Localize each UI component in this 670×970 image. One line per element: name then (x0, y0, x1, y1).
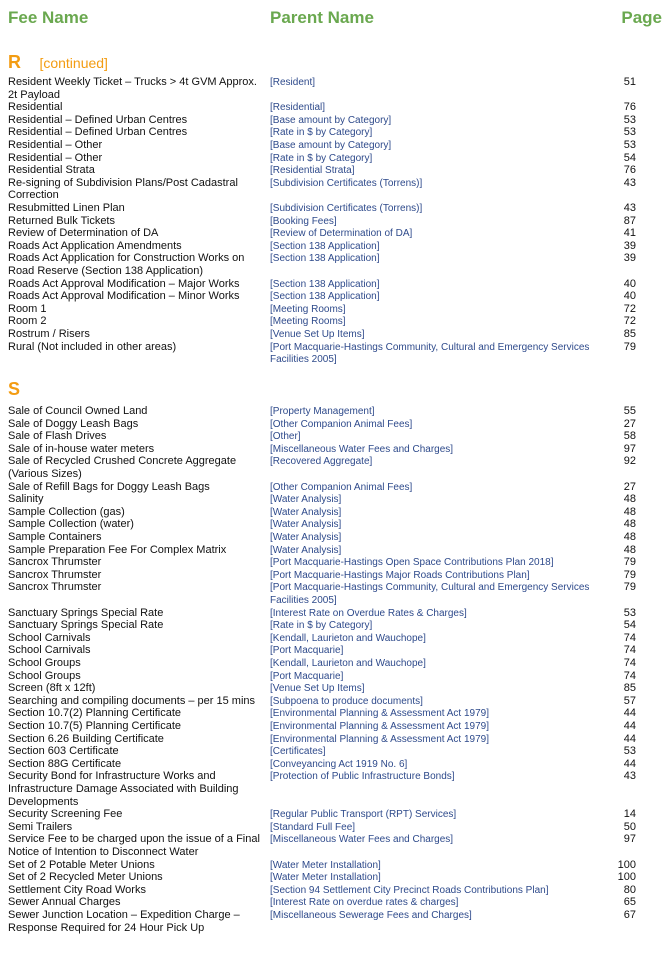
fee-name: Sale of in-house water meters (8, 442, 155, 455)
page-number: 48 (623, 543, 636, 556)
page-number: 79 (623, 556, 636, 569)
fee-name-header: Fee Name (8, 8, 89, 27)
fee-name: Section 10.7(2) Planning Certificate (8, 707, 182, 720)
table-row (8, 240, 636, 253)
table-row (8, 340, 636, 366)
parent-name: [Standard Full Fee] (270, 821, 356, 833)
table-row (8, 733, 636, 746)
fee-name: Returned Bulk Tickets (8, 214, 115, 227)
table-row (8, 455, 636, 480)
page-number: 76 (623, 164, 636, 177)
page-number: 74 (623, 631, 636, 644)
table-row (8, 745, 636, 758)
page-number: 51 (623, 76, 636, 88)
table-row (8, 896, 636, 909)
table-row (8, 139, 636, 152)
page-number: 76 (623, 101, 636, 114)
table-row (8, 833, 636, 858)
fee-name: Set of 2 Recycled Meter Unions (8, 871, 163, 884)
parent-name: [Subdivision Certificates (Torrens)] (270, 203, 423, 214)
fee-name: Residential – Defined Urban Centres (8, 126, 188, 139)
parent-name: [Meeting Rooms] (270, 316, 346, 328)
page-number: 39 (623, 239, 636, 252)
page-number: 27 (623, 480, 636, 493)
page-number: 85 (623, 682, 636, 695)
page-number: 41 (623, 227, 636, 240)
fee-name: Sewer Junction Location – Expedition Charge – Response Required for 24 Hour Pick Up (8, 909, 240, 934)
parent-name: [Port Macquarie] (270, 645, 344, 657)
page-number: 43 (623, 202, 636, 214)
page-number: 57 (623, 694, 636, 707)
fee-name: Re-signing of Subdivision Plans/Post Cadastral Correction (8, 176, 238, 202)
table-row (8, 202, 636, 215)
fee-name: Residential – Other (8, 151, 103, 164)
table-row (8, 871, 636, 884)
fee-name: School Carnivals (8, 644, 91, 657)
parent-name: [Property Management] (270, 406, 375, 417)
parent-name: [Other Companion Animal Fees] (270, 418, 413, 430)
table-row (8, 418, 636, 431)
fee-name: Residential Strata (8, 164, 95, 177)
parent-name: [Section 138 Application] (270, 240, 380, 252)
table-row (8, 405, 636, 418)
table-row (8, 176, 636, 202)
page-number: 79 (623, 581, 636, 594)
fee-name: Section 6.26 Building Certificate (8, 732, 164, 745)
page-number: 39 (623, 252, 636, 265)
table-row (8, 290, 636, 303)
parent-name: [Subpoena to produce documents] (270, 695, 423, 707)
fee-name: Sancrox Thrumster (8, 556, 102, 569)
table-row (8, 126, 636, 139)
fee-name: Residential – Defined Urban Centres (8, 113, 188, 126)
fee-name: Screen (8ft x 12ft) (8, 682, 96, 695)
parent-name: [Other Companion Animal Fees] (270, 481, 413, 493)
fee-name: Rostrum / Risers (8, 328, 90, 340)
parent-name: [Environmental Planning & Assessment Act 1979] (270, 708, 490, 720)
table-row (8, 328, 636, 341)
parent-name: [Water Meter Installation] (270, 872, 381, 884)
page-number: 44 (623, 732, 636, 745)
parent-name: [Interest Rate on overdue rates & charges] (270, 897, 459, 909)
page-number: 40 (623, 290, 636, 303)
fee-name: Sancrox Thrumster (8, 581, 102, 594)
parent-name: [Meeting Rooms] (270, 303, 346, 315)
parent-name: [Port Macquarie-Hastings Community, Cultural and Emergency Services Facilities 2005] (270, 582, 590, 606)
page-number: 43 (623, 770, 636, 783)
fee-name: Sale of Flash Drives (8, 430, 107, 443)
page-number: 92 (623, 455, 636, 468)
table-row (8, 569, 636, 582)
page-number: 97 (623, 833, 636, 846)
table-row (8, 556, 636, 569)
parent-name: [Water Analysis] (270, 494, 342, 506)
parent-name: [Miscellaneous Sewerage Fees and Charges] (270, 910, 472, 921)
table-row (8, 808, 636, 821)
page-number: 74 (623, 657, 636, 669)
fee-name: Sample Collection (gas) (8, 505, 125, 518)
table-row (8, 252, 636, 277)
parent-name: [Rate in $ by Category] (270, 152, 373, 164)
fee-name: Section 603 Certificate (8, 745, 119, 758)
page-header: Page (621, 8, 662, 27)
fee-name: Rural (Not included in other areas) (8, 340, 177, 353)
fee-name: Sanctuary Springs Special Rate (8, 606, 164, 619)
section-s-heading (8, 379, 20, 400)
parent-name: [Base amount by Category] (270, 114, 392, 126)
parent-name: [Kendall, Laurieton and Wauchope] (270, 632, 426, 644)
parent-name: [Port Macquarie-Hastings Major Roads Contributions Plan] (270, 569, 530, 581)
fee-name: Room 2 (8, 315, 47, 328)
parent-name: [Review of Determination of DA] (270, 228, 413, 240)
page-number: 79 (623, 568, 636, 581)
page-number: 48 (623, 518, 636, 531)
page-number: 50 (623, 820, 636, 833)
page-number: 48 (623, 531, 636, 543)
table-row (8, 607, 636, 620)
fee-name: Sale of Doggy Leash Bags (8, 417, 139, 430)
page-number: 44 (623, 707, 636, 720)
fee-name: Settlement City Road Works (8, 883, 146, 896)
page-number: 14 (623, 808, 636, 821)
table-row (8, 720, 636, 733)
fee-name: School Carnivals (8, 631, 91, 644)
fee-name: Sale of Refill Bags for Doggy Leash Bags (8, 480, 210, 493)
fee-name: Sewer Annual Charges (8, 896, 121, 909)
parent-name: [Section 94 Settlement City Precinct Roads Contributions Plan] (270, 884, 549, 896)
table-row (8, 493, 636, 506)
parent-name: [Other] (270, 431, 301, 443)
parent-name: [Rate in $ by Category] (270, 620, 373, 632)
section-continued: [continued] (39, 55, 108, 71)
parent-name: [Rate in $ by Category] (270, 127, 373, 139)
parent-name: [Kendall, Laurieton and Wauchope] (270, 658, 426, 669)
page-number: 48 (623, 493, 636, 506)
table-row (8, 657, 636, 670)
table-row (8, 430, 636, 443)
fee-name: Room 1 (8, 302, 47, 315)
fee-name: Sanctuary Springs Special Rate (8, 619, 164, 632)
fee-name: Roads Act Approval Modification – Major Works (8, 277, 240, 290)
fee-name: Security Screening Fee (8, 808, 123, 821)
table-row (8, 859, 636, 872)
parent-name: [Environmental Planning & Assessment Act 1979] (270, 721, 490, 732)
fee-name: Residential – Other (8, 139, 103, 151)
parent-name: [Port Macquarie-Hastings Open Space Contributions Plan 2018] (270, 557, 554, 569)
parent-name: [Venue Set Up Items] (270, 329, 365, 340)
page-number: 53 (623, 126, 636, 139)
fee-name: Sale of Council Owned Land (8, 405, 148, 417)
fee-name: Service Fee to be charged upon the issue of a Final Notice of Intention to Disconnect Water (8, 833, 260, 858)
parent-name: [Booking Fees] (270, 215, 337, 227)
table-row (8, 101, 636, 114)
fee-name: Roads Act Approval Modification – Minor Works (8, 290, 240, 303)
parent-name: [Conveyancing Act 1919 No. 6] (270, 758, 408, 770)
page-number: 27 (623, 417, 636, 430)
page-number: 74 (623, 644, 636, 657)
table-row (8, 152, 636, 165)
fee-name: Set of 2 Potable Meter Unions (8, 858, 155, 871)
fee-name: Resident Weekly Ticket – Trucks > 4t GVM Approx. 2t Payload (8, 76, 257, 101)
table-row (8, 544, 636, 557)
parent-name: [Port Macquarie-Hastings Community, Cultural and Emergency Services Facilities 2005] (270, 341, 590, 366)
parent-name: [Water Analysis] (270, 519, 342, 531)
table-row (8, 695, 636, 708)
table-row (8, 770, 636, 808)
page-number: 58 (623, 430, 636, 443)
fee-name: Roads Act Application Amendments (8, 239, 182, 252)
parent-name: [Recovered Aggregate] (270, 456, 373, 468)
parent-name: [Water Analysis] (270, 532, 342, 543)
parent-name: [Regular Public Transport (RPT) Services] (270, 809, 457, 821)
page-number: 72 (623, 302, 636, 315)
fee-name: Sample Collection (water) (8, 518, 134, 531)
parent-name: [Subdivision Certificates (Torrens)] (270, 177, 423, 189)
page-number: 72 (623, 315, 636, 328)
fee-name: Section 10.7(5) Planning Certificate (8, 720, 182, 732)
fee-name: Roads Act Application for Construction Works on Road Reserve (Section 138 Application) (8, 252, 245, 277)
parent-name: [Port Macquarie] (270, 670, 344, 682)
table-row (8, 821, 636, 834)
fee-name: Resubmitted Linen Plan (8, 202, 125, 214)
table-row (8, 315, 636, 328)
parent-name: [Environmental Planning & Assessment Act 1979] (270, 733, 490, 745)
page-number: 48 (623, 505, 636, 518)
fee-name: Residential (8, 101, 63, 114)
table-row (8, 707, 636, 720)
table-row (8, 227, 636, 240)
page-number: 74 (623, 669, 636, 682)
page-number: 43 (623, 176, 636, 189)
table-row (8, 114, 636, 127)
table-row (8, 682, 636, 695)
page-number: 54 (623, 619, 636, 632)
page-number: 44 (623, 720, 636, 732)
page-number: 40 (623, 277, 636, 290)
table-row (8, 303, 636, 316)
parent-name: [Base amount by Category] (270, 140, 392, 151)
page-number: 54 (623, 151, 636, 164)
fee-name: Semi Trailers (8, 820, 73, 833)
parent-name: [Residential Strata] (270, 165, 355, 177)
table-row (8, 76, 636, 101)
page-number: 53 (623, 606, 636, 619)
parent-name-header: Parent Name (270, 8, 374, 27)
table-row (8, 758, 636, 771)
parent-name: [Resident] (270, 77, 316, 88)
fee-name: School Groups (8, 657, 81, 669)
table-row (8, 531, 636, 544)
parent-name: [Section 138 Application] (270, 278, 380, 290)
parent-name: [Certificates] (270, 746, 326, 758)
page-number: 79 (623, 340, 636, 353)
page-number: 53 (623, 745, 636, 758)
parent-name: [Water Analysis] (270, 506, 342, 518)
parent-name: [Water Analysis] (270, 544, 342, 556)
page-number: 67 (623, 909, 636, 921)
section-letter: S (8, 379, 21, 399)
table-row (8, 581, 636, 606)
fee-name: School Groups (8, 669, 81, 682)
page-number: 80 (623, 883, 636, 896)
page-number: 55 (623, 405, 636, 417)
page-number: 87 (623, 214, 636, 227)
fee-name: Sancrox Thrumster (8, 568, 102, 581)
table-row (8, 215, 636, 228)
page-number: 53 (623, 113, 636, 126)
table-row (8, 670, 636, 683)
fee-name: Sample Containers (8, 531, 102, 543)
table-row (8, 632, 636, 645)
fee-name: Salinity (8, 493, 44, 506)
page-number: 100 (617, 871, 636, 884)
fee-name: Sale of Recycled Crushed Concrete Aggregate (Various Sizes) (8, 455, 237, 480)
page-number: 85 (623, 328, 636, 340)
page-number: 44 (623, 757, 636, 770)
page-number: 65 (623, 896, 636, 909)
parent-name: [Section 138 Application] (270, 291, 380, 303)
fee-name: Sample Preparation Fee For Complex Matrix (8, 543, 227, 556)
parent-name: [Water Meter Installation] (270, 859, 381, 871)
table-row (8, 884, 636, 897)
parent-name: [Section 138 Application] (270, 253, 380, 265)
parent-name: [Venue Set Up Items] (270, 683, 365, 695)
fee-name: Security Bond for Infrastructure Works and Infrastructure Damage Associated with Building Developments (8, 770, 239, 808)
page-number: 97 (623, 442, 636, 455)
table-row (8, 518, 636, 531)
table-row (8, 909, 636, 934)
table-row (8, 164, 636, 177)
table-row (8, 443, 636, 456)
table-row (8, 481, 636, 494)
parent-name: [Miscellaneous Water Fees and Charges] (270, 834, 454, 846)
table-row (8, 619, 636, 632)
fee-name: Section 88G Certificate (8, 757, 122, 770)
table-row (8, 644, 636, 657)
page-number: 100 (617, 858, 636, 871)
table-row (8, 278, 636, 291)
page-number: 53 (623, 139, 636, 151)
section-r-heading (8, 52, 108, 73)
parent-name: [Residential] (270, 102, 326, 114)
table-row (8, 506, 636, 519)
parent-name: [Interest Rate on Overdue Rates & Charges] (270, 607, 467, 619)
section-letter: R (8, 52, 21, 72)
parent-name: [Miscellaneous Water Fees and Charges] (270, 443, 454, 455)
fee-name: Searching and compiling documents – per 15 mins (8, 694, 256, 707)
parent-name: [Protection of Public Infrastructure Bonds] (270, 771, 455, 783)
fee-name: Review of Determination of DA (8, 227, 159, 240)
